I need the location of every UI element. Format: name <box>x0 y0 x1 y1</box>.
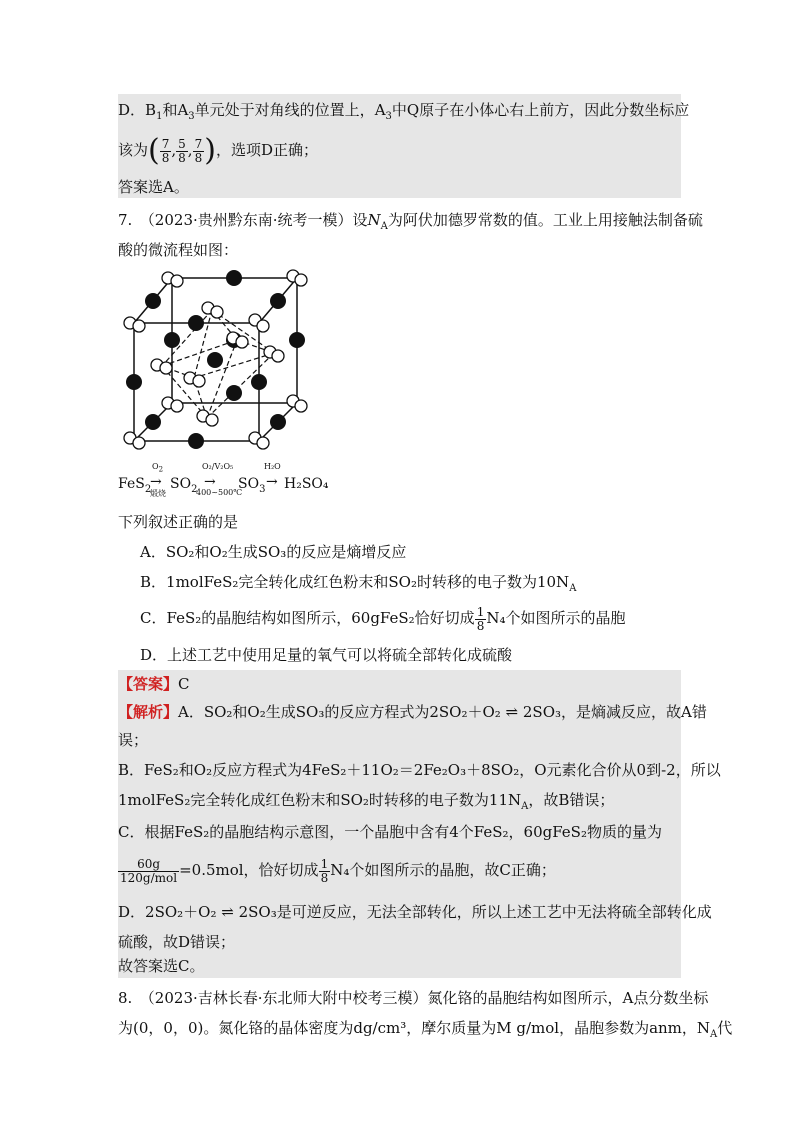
flow-so2: $SO_2$ <box>170 476 198 495</box>
q7-option-d: D．上述工艺中使用足量的氧气可以将硫全部转化成硫酸 <box>140 646 513 664</box>
q7-analysis-b1: B．FeS₂和O₂反应方程式为4FeS₂＋11O₂＝2Fe₂O₃＋8SO₂，O元素化合价从0到-2，所以 <box>118 761 721 779</box>
q7-option-a: A．SO₂和O₂生成SO₃的反应是熵增反应 <box>140 543 407 561</box>
process-flow <box>118 460 378 500</box>
q7-analysis-d1: D．2SO₂＋O₂ ⇌ 2SO₃是可逆反应，无法全部转化，所以上述工艺中无法将硫全部转化成 <box>118 903 712 921</box>
q7-option-b: B．1molFeS₂完全转化成红色粉末和SO₂时转移的电子数为$10N_A$ <box>140 573 577 594</box>
q7-line2: 酸的微流程如图： <box>118 241 239 259</box>
q7-answer: 【答案】C <box>118 675 190 693</box>
flow-so3: $SO_3$ <box>238 476 266 495</box>
flow-o2: $O_2$ <box>152 462 164 474</box>
q7-final-answer: 故答案选C。 <box>118 957 205 975</box>
q8-line1: 8. （2023·吉林长春·东北师大附中校考三模）氮化铬的晶胞结构如图所示，A点分数坐标 <box>118 989 709 1007</box>
q7-stem: 下列叙述正确的是 <box>118 513 239 531</box>
coord-x: $\frac{7}{8}$ <box>161 136 170 165</box>
q7-line1: 7. （2023·贵州黔东南·统考一模）设$N_A$为阿伏加德罗常数的值。工业上用接触法制备硫 <box>118 211 703 232</box>
coord-y: $\frac{5}{8}$ <box>178 136 186 165</box>
q7-analysis-a2: 误； <box>118 731 149 749</box>
q7-analysis-c2: $\frac{60g}{\text{120g/mol}}$ =0.5mol，恰好切成 $\frac{1}{8}$ N₄个如图所示的晶胞，故C正确； <box>120 856 556 885</box>
q7-analysis-c1: C．根据FeS₂的晶胞结构示意图，一个晶胞中含有4个FeS₂，60gFeS₂物质的量为 <box>118 823 662 841</box>
crystal-structure-figure <box>122 268 312 453</box>
q8-line2: 为(0，0，0)。氮化铬的晶体密度为dg/cm³，摩尔质量为M g/mol，晶胞参数为anm，$N_A$代 <box>118 1019 733 1040</box>
coord-z: $\frac{7}{8}$ <box>194 136 203 165</box>
flow-h2so4: H₂SO₄ <box>284 476 329 492</box>
q7-analysis-a1: 【解析】A．SO₂和O₂生成SO₃的反应方程式为2SO₂＋O₂ ⇌ 2SO₃，是熵减反应，故A错 <box>118 703 707 721</box>
prev-answer: 答案选A。 <box>118 178 189 196</box>
flow-temp: 400~500℃ <box>196 488 243 497</box>
flow-h2o: H₂O <box>264 462 281 471</box>
flow-fes2: FeS$_2$ <box>118 476 152 495</box>
q7-analysis-b2: 1molFeS₂完全转化成红色粉末和SO₂时转移的电子数为$11N_A$，故B错误； <box>118 791 615 812</box>
flow-arrow-3: → <box>266 474 278 490</box>
q7-analysis-d2: 硫酸，故D错误； <box>118 933 236 951</box>
prev-option-d-line1: D．$B_1$和$A_3$单元处于对角线的位置上，$A_3$中Q原子在小体心右上前方，因此分数坐标应 <box>118 101 690 122</box>
prev-option-d-line2: 该为( $\frac{7}{8}$ , $\frac{5}{8}$ , $\frac{7}{8}$ )，选项D正确； <box>118 133 318 168</box>
q7-option-c: C．FeS₂的晶胞结构如图所示，60gFeS₂恰好切成 $\frac{1}{8}$ N₄个如图所示的晶胞 <box>140 604 626 633</box>
flow-arrow-2: → <box>204 474 216 490</box>
flow-arrow-1: → <box>150 474 162 490</box>
flow-catalyst: O₂/V₂O₅ <box>202 462 234 471</box>
flow-roast: 煅烧 <box>150 489 166 498</box>
